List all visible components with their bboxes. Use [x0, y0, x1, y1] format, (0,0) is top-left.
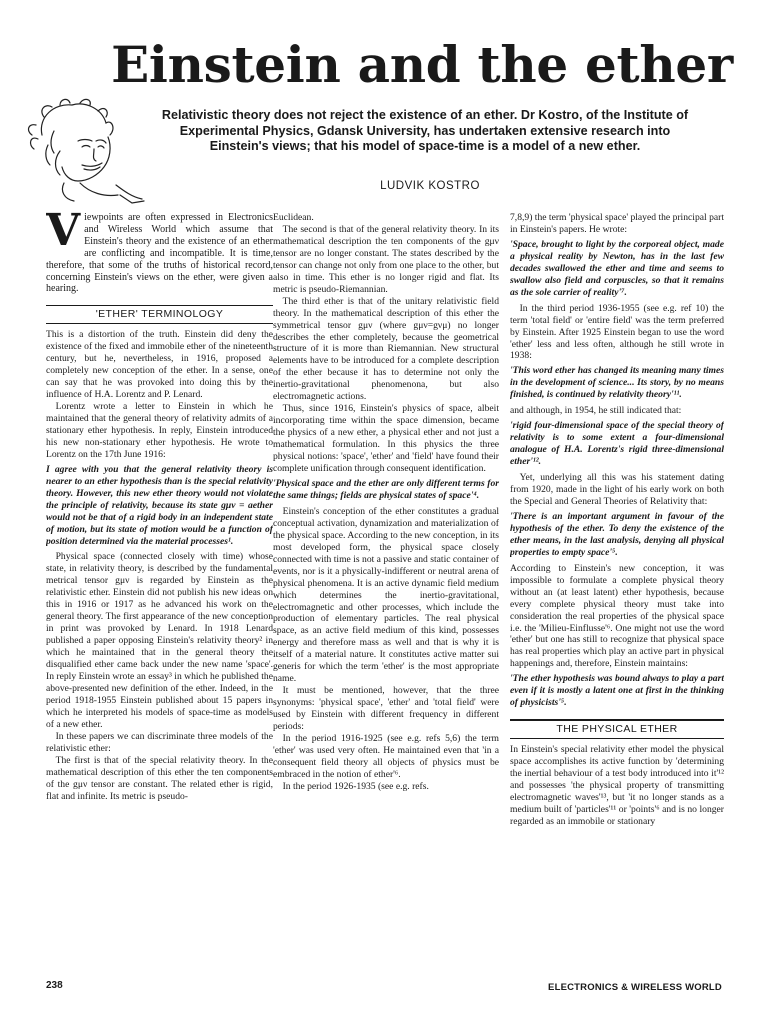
paragraph: and although, in 1954, he still indicated that: — [510, 405, 682, 417]
quote: I agree with you that the general relativity theory is nearer to an ether hypothesis than is the special relativity theory. However, this new ether theory would not violate the principle of relativity, because its state gμν = aether would not be that of a rigid body in an independent state of motion, but its state of motion would be a function of position determined via the material processes¹. — [46, 463, 273, 547]
quote: 'The ether hypothesis was bound always to play a part even if it is mostly a latent one at first in the thinking of physicists'⁵. — [510, 673, 724, 709]
paragraph: The first is that of the special relativity theory. In the mathematical description of this ether the ten components of the gμν tensor are constant. The related ether is rigid, flat and infinite. Its metric is pseudo- — [46, 754, 273, 802]
paragraph: Yet, underlying all this was his statement dating from 1920, made in the light of his early work on both the Special and General Theories of Relativity that: — [510, 472, 724, 507]
paragraph: Euclidean. — [273, 212, 314, 223]
paragraph: In Einstein's special relativity ether model the physical space accomplishes its active function by 'determining the inertial behaviour of a test body introduced into it'¹² and possesses 'the physical property of transmitting electromagnetic waves'¹³, but 'it no longer stands as a medium built of 'particles'¹¹ or 'points'⁶ and is no longer regarded as an immobile or stationary — [510, 744, 724, 827]
column-2 — [273, 212, 499, 977]
paragraph: In these papers we can discriminate three models of the relativistic ether: — [46, 730, 273, 754]
paragraph: Einstein's conception of the ether constitutes a gradual conceptual activation, dynamization and materialization of the physical space. According to the new conception, in its most developed form, the physical space closely connected with time is not a passive and static container of events, nor is it a physically-indifferent or neutral arena of physical phenomena. It is an active dynamic field medium which determines the inertio-gravitational, electromagnetic and other processes, which include the production of elementary particles. The real physical space, as an active field medium of this kind, possesses energy and therefore mass as well and that is why it is itself of a material nature. It constitutes active matter sui generis for which the term 'ether' is the most appropriate name. — [273, 505, 499, 685]
paragraph: This is a distortion of the truth. Einstein did deny the existence of the fixed and immobile ether of the nineteenth century, but he, nevertheless, in 1916, proposed a completely new conception of the ether. In a sense, one can say that he was provoked into doing this by the influence of H.A. Lorentz and P. Lenard. — [46, 329, 273, 401]
paragraph: In the period 1926-1935 (see e.g. refs. — [282, 780, 429, 792]
quote: 'Physical space and the ether are only different terms for the same things; fields are physical states of space'⁴. — [273, 477, 499, 501]
paragraph: It must be mentioned, however, that the three synonyms: 'physical space', 'ether' and 'total field' were used by Einstein with different frequency in different periods: — [273, 685, 499, 733]
einstein-portrait-illustration — [20, 95, 150, 205]
paragraph: The second is that of the general relativity theory. In its mathematical description the ten components of the gμν tensor are no longer constant. The states described by the tensor can change not only from one place to the other, but also in time. This ether is no longer rigid and flat. Its metric is pseudo-Riemannian. — [273, 223, 499, 295]
section-heading-physical-ether: THE PHYSICAL ETHER — [510, 719, 724, 739]
page-number: 238 — [46, 980, 63, 991]
paragraph: Thus, since 1916, Einstein's physics of space, albeit incorporating time within the space dimension, became the physics of a new ether, a physical ether and not just a mathematical formulation. In this physics the three physical notions: 'space', 'ether' and 'field' have found their complete unification through consequent identification. — [273, 403, 499, 475]
quote: 'There is an important argument in favour of the hypothesis of the ether. To deny the existence of the ether means, in the last analysis, denying all physical properties to empty space'⁵. — [510, 510, 724, 558]
paragraph: According to Einstein's new conception, it was impossible to formulate a complete physical theory without an (at least latent) ether hypothesis, because every complete physical theory must take into consideration the real properties of the physical space i.e. the 'Milieu-Einflusse'⁶. One might not use the word 'ether' but one has still to recognize that physical space has real properties which play an active part in physical happenings and, therefore, Einstein maintains: — [510, 562, 724, 670]
quote: 'rigid four-dimensional space of the special theory of relativity is to some extent a four-dimensional analogue of H.A. Lorentz's rigid three-dimensional ether'¹². — [510, 420, 724, 468]
quote: 'This word ether has changed its meaning many times in the development of science... Its story, by no means finished, is continued by relativity theory'¹¹. — [510, 365, 724, 401]
section-heading-ether-terminology: 'ETHER' TERMINOLOGY — [46, 305, 273, 324]
lede-paragraph — [46, 212, 273, 295]
paragraph: 7,8,9) the term 'physical space' played the principal part in Einstein's papers. He wrote: — [510, 212, 724, 235]
paragraph: In the third period 1936-1955 (see e.g. ref 10) the term 'total field' or 'entire field' was the term preferred by Einstein. After 1925 Einstein began to use the word 'ether' less and less often, although he still wrote in 1938: — [510, 302, 724, 362]
paragraph: Lorentz wrote a letter to Einstein in which he maintained that the general theory of relativity admits of a stationary ether hypothesis. In reply, Einstein introduced his new non-stationary ether hypothesis. He wrote to Lorentz on the 17th June 1916: — [46, 401, 273, 460]
lede-text: iewpoints are often expressed in Electronics and Wireless World which assume that Einstein's theory and the existence of an ether are conflicting and incompatible. It is time, therefore, that some of the truths of historical record, concerning Einstein's views on the ether, were given a hearing. — [46, 212, 273, 295]
paragraph: The third ether is that of the unitary relativistic field theory. In the mathematical description of this ether the symmetrical tensor gμν (where gμν=gνμ) no longer describes the ether completely, because the geometrical structure of it is more than Riemannian. New structural elements have to be introduced for a complete description of the ether because it has to determine not only the inertio-gravitational phenomenona, but also electromagnetic actions. — [273, 295, 499, 403]
drop-cap: V — [46, 212, 81, 256]
quote: 'Space, brought to light by the corporeal object, made a physical reality by Newton, has in the last few decades swallowed the ether and time and seems to swallow also field and corpuscles, so that it remains as the sole carrier of reality'⁷. — [510, 238, 724, 298]
paragraph: Physical space (connected closely with time) whose state, in relativity theory, is described by the fundamental metrical tensor gμν is regarded by Einstein as the relativistic ether. Einstein did not publish his new ideas on this in 1916 or 1917 as he advanced his work on the general theory. The first appearance of the new conception in print was provoked by Lenard. In 1918 Lenard published a paper opposing Einstein's relativity theory² in which he maintained that in the general theory the disqualified ether came back under the new name 'space'. In reply Einstein wrote an essay³ in which he published the above-presented new definition of the ether. Indeed, in the period 1918-1955 Einstein published about 15 papers in which he interpreted his models of space-time as models of a new ether. — [46, 551, 273, 730]
paragraph: In the period 1916-1925 (see e.g. refs 5,6) the term 'ether' was used very often. He maintained even that 'in a consequent field theory all objects of physics must be embraced in the notion of ether'⁶. — [273, 732, 499, 780]
column-3 — [510, 212, 724, 977]
column-1 — [46, 212, 273, 977]
article-byline: LUDVIK KOSTRO — [380, 180, 480, 192]
article-standfirst: Relativistic theory does not reject the existence of an ether. Dr Kostro, of the Institute of Experimental Physics, Gdansk University, has undertaken extensive research into Einstein's views; that his model of space-time is a model of a new ether. — [161, 108, 689, 153]
magazine-name: ELECTRONICS & WIRELESS WORLD — [548, 982, 722, 993]
article-title: Einstein and the ether — [111, 35, 733, 94]
